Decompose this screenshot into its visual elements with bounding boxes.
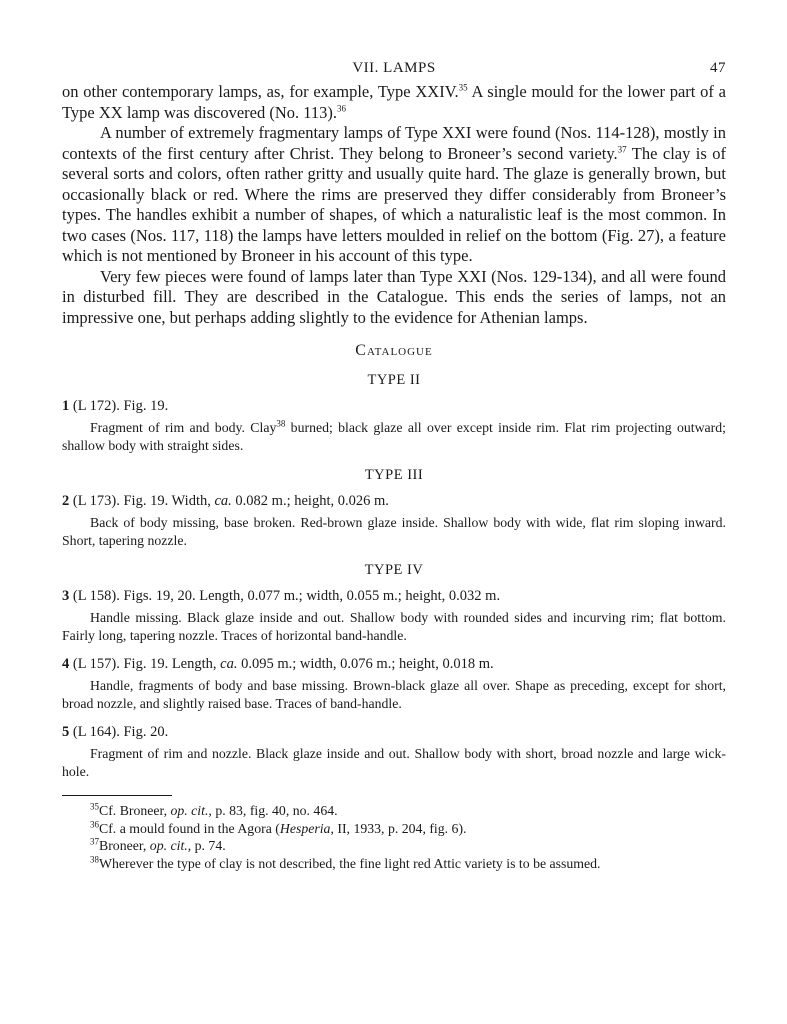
entry-number: 2 [62,493,70,509]
footnote-italic: op. cit. [149,838,188,853]
entry-circa: ca. [220,656,238,672]
footnote-number: 35 [90,801,99,812]
type-heading-iv: TYPE IV [364,562,424,578]
entry-head-text-a: (L 157). Fig. 19. Length, [69,656,221,672]
entry-head [62,397,726,415]
footnote-ref-36: 36 [337,103,346,113]
paragraph-3: Very few pieces were found of lamps later than Type XXI (Nos. 129-134), and all were found in disturbed fill. They are described in the Catalogue. This ends the series of lamps, not an impressive one, but perhaps adding slightly to the evidence for Athenian lamps. [62,266,726,327]
catalogue-entry-4 [62,655,726,713]
footnote-text-b: , p. 74. [187,838,226,853]
paragraph-2-text-b: The clay is of several sorts and colors, often rather gritty and usually quite hard. The glaze is generally brown, but occasionally black or red. Where the rims are preserved they differ considerably from Broneer’s types. The handles exhibit a number of shapes, of which a naturalistic leaf is the most common. In two cases (Nos. 117, 118) the lamps have letters moulded in relief on the bottom (Fig. 27), a feature which is not mentioned by Broneer in his account of this type. [62,143,726,265]
paragraph-1 [62,82,726,123]
entry-number: 3 [62,588,70,604]
entry-circa: ca. [214,493,232,509]
entry-description [62,419,726,455]
footnote-italic: op. cit. [170,803,209,818]
page-number: 47 [710,60,726,76]
footnote-text-a: Broneer, [99,838,150,853]
entry-head [62,655,726,673]
catalogue-heading: Catalogue [355,342,433,359]
footnote-37 [62,837,726,855]
footnote-text-b: , II, 1933, p. 204, fig. 6). [330,820,467,836]
entry-head-text: (L 164). Fig. 20. [69,724,169,740]
entry-number: 1 [62,398,70,414]
paragraph-1-text-a: on other contemporary lamps, as, for example, Type XXIV. [62,82,459,101]
entry-head-text-a: (L 173). Fig. 19. Width, [69,493,215,509]
entry-desc-a: Fragment of rim and body. Clay [90,420,277,435]
footnote-36 [62,820,726,838]
footnotes [62,802,726,872]
footnote-35 [62,802,726,820]
entry-desc-b: burned; black glaze all over except inside rim. Flat rim projecting outward; shallow body with straight sides. [62,420,726,453]
chapter-title: VII. LAMPS [352,60,436,76]
paragraph-2-text-a: A number of extremely fragmentary lamps of Type XXI were found (Nos. 114-128), mostly in contexts of the first century after Christ. They belong to Broneer’s second variety. [62,123,726,163]
catalogue-entry-2 [62,492,726,550]
footnote-ref-38: 38 [276,418,286,429]
paragraph-1-text-b: A single mould for the lower part of a Type XX lamp was discovered (No. 113). [62,82,726,122]
entry-description: Back of body missing, base broken. Red-brown glaze inside. Shallow body with wide, flat rim sloping inward. Short, tapering nozzle. [62,515,726,548]
intro-text [62,82,726,328]
entry-description: Fragment of rim and nozzle. Black glaze inside and out. Shallow body with short, broad nozzle and large wick-hole. [62,746,726,779]
footnote-text-a: Wherever the type of clay is not described, the fine light red Attic variety is to be assumed. [99,855,601,871]
footnote-text-a: Cf. a mould found in the Agora ( [99,820,280,836]
footnote-text-b: , p. 83, fig. 40, no. 464. [208,803,338,818]
entry-head [62,587,726,605]
entry-number: 4 [62,656,70,672]
type-heading-iii: TYPE III [364,467,424,483]
footnote-text-a: Cf. Broneer, [99,803,171,818]
document-page [62,60,726,872]
footnote-ref-37: 37 [617,144,627,154]
entry-head-text: (L 172). Fig. 19. [69,398,169,414]
entry-head [62,723,726,741]
footnote-number: 36 [90,818,99,829]
footnote-number: 37 [90,836,99,847]
entry-head-text: (L 158). Figs. 19, 20. Length, 0.077 m.; width, 0.055 m.; height, 0.032 m. [69,588,501,604]
entry-head [62,492,726,510]
entry-head-text-b: 0.082 m.; height, 0.026 m. [231,493,389,509]
footnote-ref-35: 35 [458,82,468,93]
entry-description: Handle missing. Black glaze inside and out. Shallow body with rounded sides and incurving rim; flat bottom. Fairly long, tapering nozzle. Traces of horizontal band-handle. [62,610,726,643]
paragraph-2 [62,123,726,267]
catalogue-entry-5 [62,723,726,781]
type-heading-ii: TYPE II [367,372,421,388]
catalogue-entry-3 [62,587,726,645]
catalogue-entry-1 [62,397,726,455]
footnote-italic: Hesperia [279,820,331,836]
running-head [62,60,726,82]
entry-head-text-b: 0.095 m.; width, 0.076 m.; height, 0.018 m. [237,656,494,672]
entry-number: 5 [62,724,70,740]
entry-description: Handle, fragments of body and base missing. Brown-black glaze all over. Shape as preceding, except for short, broad nozzle, and slightly raised base. Traces of band-handle. [62,678,726,711]
footnote-number: 38 [90,853,99,864]
footnote-rule [62,795,172,796]
footnote-38 [62,855,726,873]
